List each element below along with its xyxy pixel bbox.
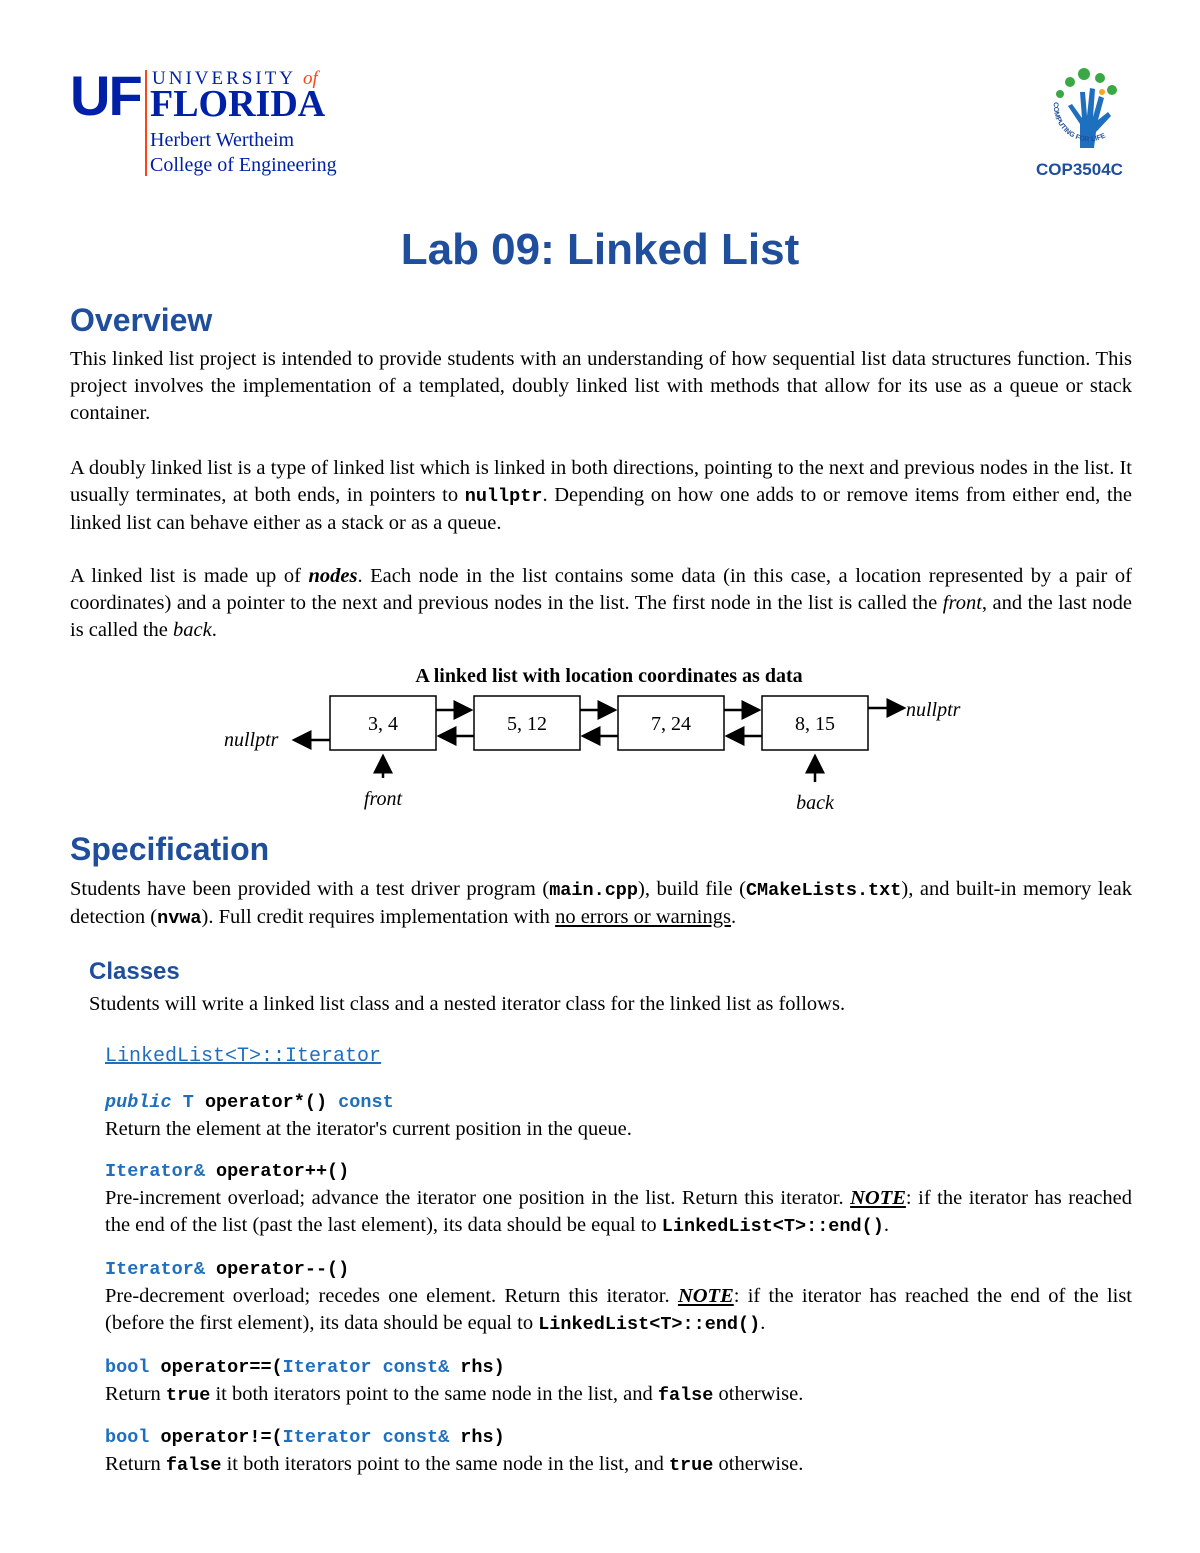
m4-kw-bool: bool [105,1357,150,1378]
method-equality-signature [105,1357,505,1378]
diagram-caption: A linked list with location coordinates as data [415,665,803,687]
list-node [474,696,580,750]
classes-heading: Classes [89,958,180,985]
m4-kw-param: Iterator const& [282,1357,450,1378]
m3-sig: operator--() [204,1259,350,1280]
front-label: front [363,788,403,810]
logo-of-word: of [303,68,318,89]
m2-desc-c: . [883,1214,889,1236]
m3-note: NOTE [677,1285,734,1307]
logo-florida-text: FLORIDA [150,83,326,125]
m5-kw-bool: bool [105,1427,150,1448]
spec-main-cpp: main.cpp [549,880,639,901]
m2-desc-b: : if the iterator has reached the end of the list (past the last element), its data should be equal to [105,1187,1132,1236]
p3-text-c: , and the last node is called the [70,592,1132,641]
method-deref-description: Return the element at the iterator's current position in the queue. [105,1118,632,1140]
node-value-2: 5, 12 [507,713,547,735]
m4-code-false: false [657,1385,714,1406]
m4-desc-b: it both iterators point to the same node in the list, and [210,1383,658,1405]
m5-desc-a: Return [105,1453,166,1475]
m3-kw: Iterator& [105,1259,205,1280]
classes-intro: Students will write a linked list class and a nested iterator class for the linked list as follows. [89,993,846,1015]
m1-kw-t: T [182,1092,194,1113]
m5-sig2: rhs) [449,1427,505,1448]
spec-text-a: Students have been provided with a test driver program ( [70,878,550,900]
list-node [618,696,724,750]
m3-desc-b: : if the iterator has reached the end of the list (before the first element), its data should be equal to [105,1285,1133,1334]
m5-desc-b: it both iterators point to the same node in the list, and [221,1453,669,1475]
p3-back-term: back [173,619,212,641]
p3-text-a: A linked list is made up of [70,565,309,587]
method-predecrement-description [105,1283,1132,1338]
back-label: back [796,792,834,814]
list-node [330,696,436,750]
m4-sig1: operator==( [149,1357,283,1378]
p2-text-b: . Depending on how one adds to or remove items from either end, the linked list can behave either as a stack or as a queue. [70,484,1132,534]
spec-text-d: ). Full credit requires implementation with [201,906,556,928]
m3-desc-c: . [760,1312,766,1334]
method-deref-signature [105,1092,394,1113]
node-value-1: 3, 4 [368,713,398,735]
logo-college-text [150,128,337,178]
p3-text-d: . [211,619,217,641]
left-nullptr-label: nullptr [224,729,279,751]
spec-text-b: ), build file ( [638,878,746,900]
node-value-3: 7, 24 [651,713,691,735]
m5-code-false: false [165,1455,222,1476]
overview-heading: Overview [70,302,213,338]
specification-heading: Specification [70,831,270,867]
m4-desc-c: otherwise. [713,1383,804,1405]
spec-no-errors: no errors or warnings [555,906,731,928]
m5-desc-c: otherwise. [713,1453,804,1475]
m4-code-true: true [165,1385,211,1406]
m1-kw-public: public [105,1092,172,1113]
logo-college-line2: College of Engineering [150,154,337,176]
method-inequality-description [105,1451,1132,1479]
logo-university-word: UNIVERSITY [152,68,296,89]
m2-code: LinkedList<T>::end() [661,1216,884,1237]
method-preincrement-signature [105,1161,349,1182]
linked-list-diagram [220,660,980,820]
m2-desc-a: Pre-increment overload; advance the iterator one position in the list. Return this iterator. [105,1187,851,1209]
p2-text-a: A doubly linked list is a type of linked list which is linked in both directions, pointing to the next and previous nodes in the list. It usually terminates, at both ends, in pointers to [70,457,1132,506]
logo-college-line1: Herbert Wertheim [150,129,295,151]
iterator-class-name: LinkedList<T>::Iterator [105,1045,382,1068]
m1-sig: operator*() [193,1092,339,1113]
m3-code: LinkedList<T>::end() [538,1314,761,1335]
m1-kw-const: const [338,1092,394,1113]
method-equality-description [105,1381,1132,1409]
page-title: Lab 09: Linked List [400,225,800,274]
specification-paragraph [70,876,1132,932]
method-predecrement-signature [105,1259,349,1280]
method-inequality-signature [105,1427,505,1448]
node-value-4: 8, 15 [795,713,835,735]
spec-cmakelists: CMakeLists.txt [745,880,902,901]
course-code: COP3504C [1036,160,1123,179]
p3-text-b: . Each node in the list contains some data (in this case, a location represented by a pair of coordinates) and a pointer to the next and previous nodes in the list. The first node in the list is called the [70,565,1132,614]
badge-arc-text: COMPUTING FOR LIFE [1051,101,1107,144]
m4-sig2: rhs) [449,1357,505,1378]
computing-for-life-badge-icon [1040,62,1132,158]
m5-sig1: operator!=( [149,1427,283,1448]
p2-code-nullptr: nullptr [464,486,543,507]
m4-desc-a: Return [105,1383,166,1405]
m2-note: NOTE [850,1187,906,1209]
uf-logo-mark: UF [70,64,141,127]
overview-paragraph-3 [70,563,1132,644]
list-node [762,696,868,750]
m5-kw-param: Iterator const& [282,1427,450,1448]
m2-kw: Iterator& [105,1161,205,1182]
p3-nodes-term: nodes [308,565,358,587]
spec-nvwa: nvwa [157,908,202,929]
spec-text-c: ), and built-in memory leak detection ( [70,878,1132,928]
spec-text-e: . [730,906,737,928]
p3-front-term: front [942,592,982,614]
m5-code-true: true [668,1455,714,1476]
right-nullptr-label: nullptr [906,699,961,721]
overview-paragraph-2 [70,455,1132,537]
overview-paragraph-1: This linked list project is intended to provide students with an understanding of how sequential list data structures function. This project involves the implementation of a templated, doubly linked list with methods that allow for its use as a queue or stack container. [70,348,1132,424]
m3-desc-a: Pre-decrement overload; recedes one element. Return this iterator. [105,1285,678,1307]
method-preincrement-description [105,1185,1132,1240]
logo-divider [145,70,147,176]
m2-sig: operator++() [204,1161,350,1182]
